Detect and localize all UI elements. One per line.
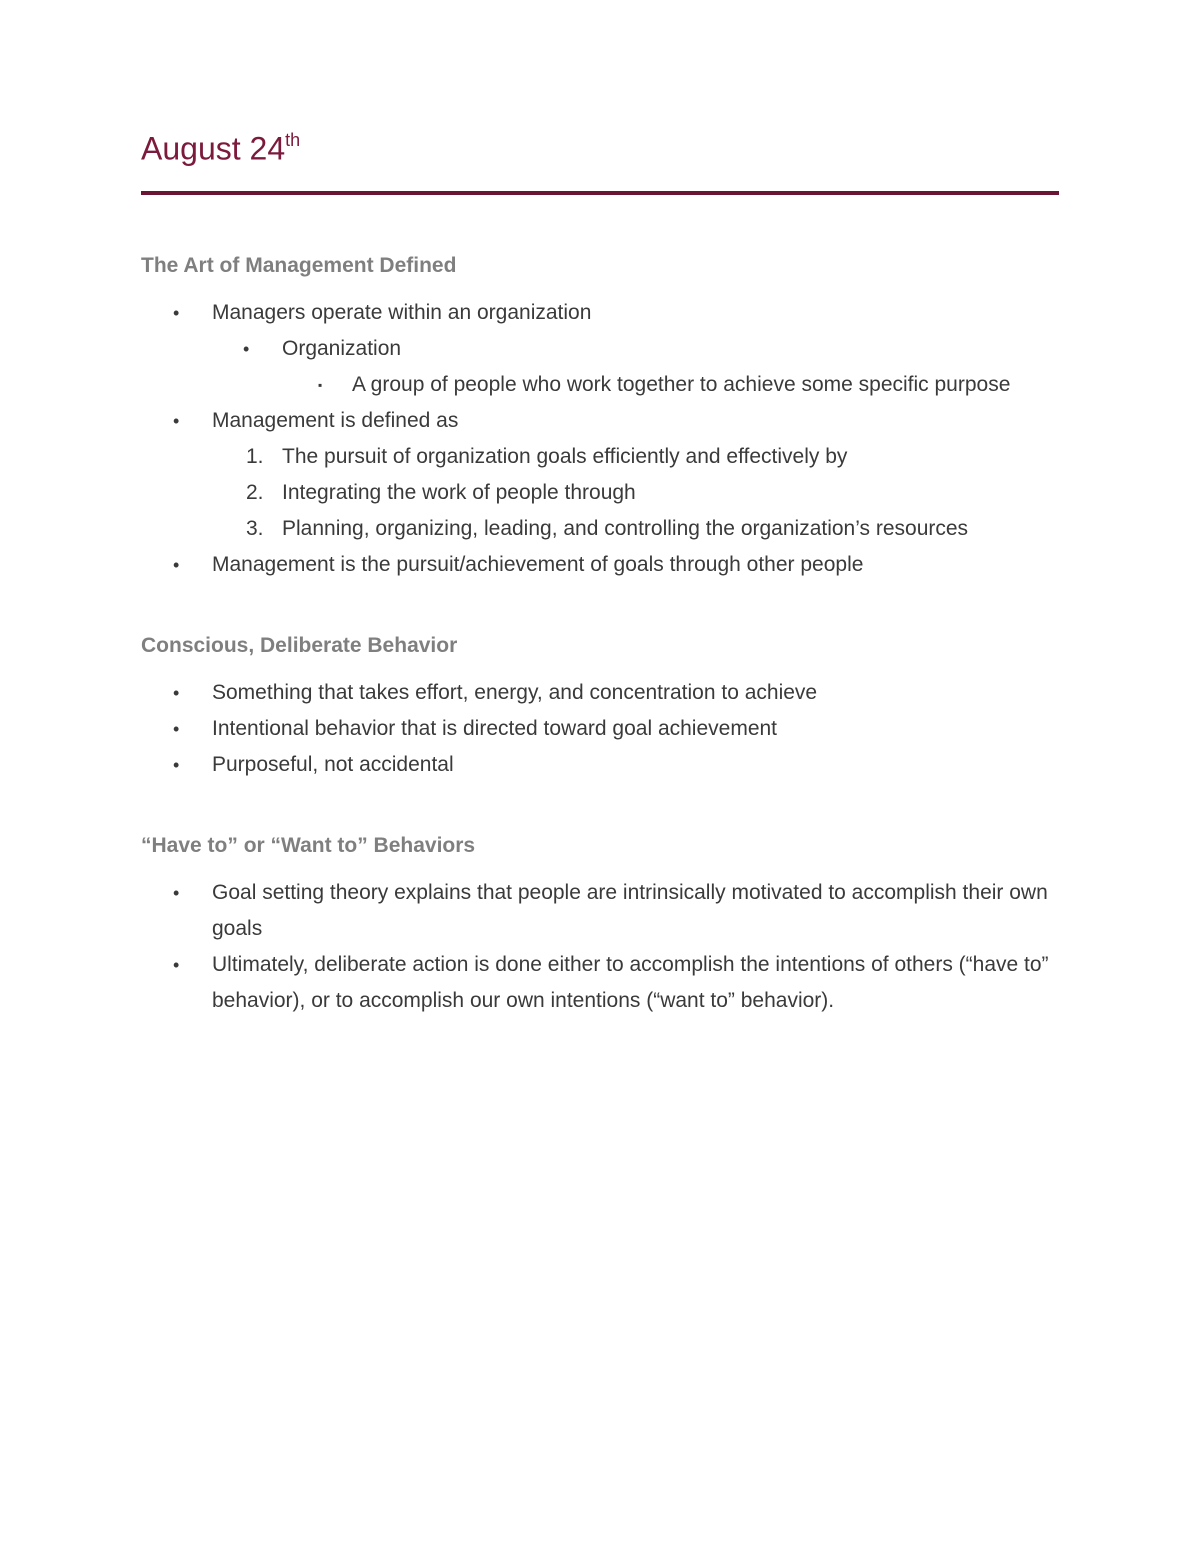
list-item-text: Ultimately, deliberate action is done either to accomplish the intentions of others (“have to” behavior), or to accomplish our own intentions (“want to” behavior). <box>212 952 1049 1012</box>
list-item <box>141 947 1059 1019</box>
list-item <box>141 403 1059 439</box>
numbered-item <box>141 439 1059 475</box>
list-number: 1. <box>246 444 264 468</box>
list-item-text: The pursuit of organization goals efficiently and effectively by <box>282 444 848 468</box>
section-heading-art-of-management: The Art of Management Defined <box>141 253 457 277</box>
list-item-text: A group of people who work together to achieve some specific purpose <box>352 372 1011 396</box>
section-list-art-of-management <box>141 295 1059 583</box>
title-divider <box>141 191 1059 195</box>
bullet-icon: • <box>173 682 180 703</box>
list-item-text: Planning, organizing, leading, and controlling the organization’s resources <box>282 516 969 540</box>
bullet-icon: • <box>173 302 180 323</box>
page-title <box>141 118 1059 173</box>
list-item-text: Management is defined as <box>212 408 459 432</box>
list-item <box>141 367 1059 403</box>
bullet-icon: • <box>173 882 180 903</box>
numbered-item <box>141 475 1059 511</box>
numbered-item <box>141 511 1059 547</box>
list-item <box>141 875 1059 947</box>
list-item-text: Something that takes effort, energy, and concentration to achieve <box>212 680 818 704</box>
list-item <box>141 295 1059 331</box>
list-number: 3. <box>246 516 264 540</box>
title-text: August 24 <box>141 130 286 167</box>
list-item-text: Managers operate within an organization <box>212 300 592 324</box>
bullet-icon: • <box>173 410 180 431</box>
bullet-icon: • <box>173 718 180 739</box>
section-list-have-to-want-to <box>141 875 1059 1019</box>
list-item <box>141 331 1059 367</box>
list-item <box>141 675 1059 711</box>
list-item-text: Management is the pursuit/achievement of goals through other people <box>212 552 864 576</box>
list-item <box>141 711 1059 747</box>
list-item-text: Organization <box>282 336 402 360</box>
section-heading-have-to-want-to: “Have to” or “Want to” Behaviors <box>141 833 476 857</box>
list-item-text: Integrating the work of people through <box>282 480 636 504</box>
square-bullet-icon: ▪ <box>318 377 323 392</box>
list-item <box>141 547 1059 583</box>
section-heading-conscious-behavior: Conscious, Deliberate Behavior <box>141 633 458 657</box>
bullet-icon: • <box>243 338 250 359</box>
bullet-icon: • <box>173 954 180 975</box>
list-item-text: Purposeful, not accidental <box>212 752 454 776</box>
section-list-conscious-behavior <box>141 675 1059 783</box>
bullet-icon: • <box>173 754 180 775</box>
title-superscript: th <box>285 130 301 150</box>
list-item <box>141 747 1059 783</box>
list-number: 2. <box>246 480 264 504</box>
list-item-text: Intentional behavior that is directed toward goal achievement <box>212 716 778 740</box>
bullet-icon: • <box>173 554 180 575</box>
list-item-text: Goal setting theory explains that people are intrinsically motivated to accomplish their own goals <box>212 880 1048 940</box>
